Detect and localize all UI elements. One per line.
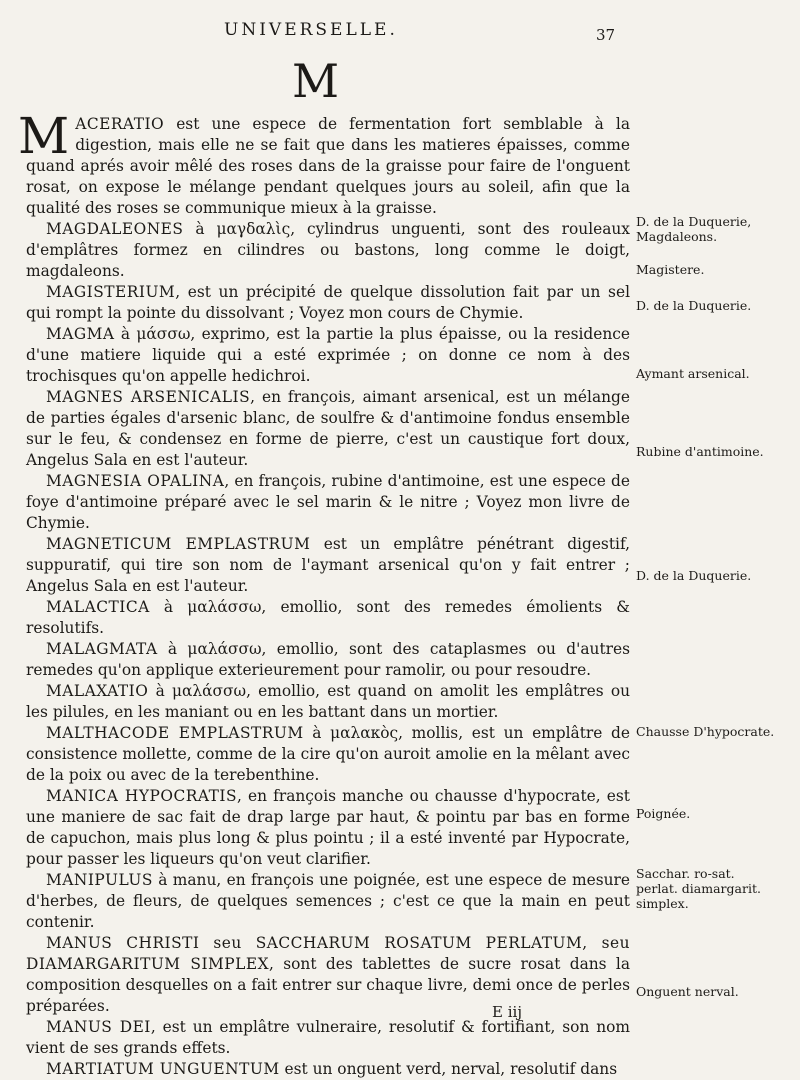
margin-note: Aymant arsenical. [636,366,750,381]
definition: à μαγδαλὶς, cylindrus unguenti, sont des rouleaux d'emplâtres formez en cilindres ou bastons, long comme le doigt, magdaleons. [26,220,630,280]
margin-note: D. de la Duquerie. [636,298,752,313]
entry-manus-christi [26,933,630,1017]
text-column [18,107,631,1080]
margin-note: Onguent nerval. [636,984,739,999]
definition: à μαλάσσω, emollio, est quand on amolit les emplâtres ou les pilules, en les maniant ou en les battant dans un mortier. [26,682,630,721]
definition: à μάσσω, exprimo, est la partie la plus épaisse, ou la residence d'une matiere liquide qui a esté exprimée ; on donne ce nom à des trochisques qu'on appelle hedichroi. [26,325,630,385]
margin-note: Rubine d'antimoine. [636,444,764,459]
margin-note: D. de la Duquerie, Magdaleons. [636,214,752,244]
entry-manus-dei [26,1017,630,1059]
entry-magneticum-emplastrum [26,534,630,597]
headword: MALACTICA [46,598,150,616]
drop-cap: M [18,107,70,165]
headword: MANICA HYPOCRATIS [46,787,238,805]
headword: MAGNETICUM EMPLASTRUM [46,535,311,553]
definition: à manu, en françois une poignée, est une espece de mesure d'herbes, de fleurs, de quelques semences ; c'est ce que la main en peut contenir. [26,871,630,931]
headword: MAGNESIA OPALINA [46,472,225,490]
definition: est un emplâtre pénétrant digestif, suppuratif, qui tire son nom de l'aymant arsenical qu'on y fait entrer ; Angelus Sala en est l'auteur. [26,535,630,595]
margin-note: Poignée. [636,806,691,821]
headword: MANUS CHRISTI seu SACCHARUM ROSATUM PERLATUM, seu DIAMARGARITUM SIMPLEX [26,934,630,973]
entry-manipulus [26,870,630,933]
definition: à μαλάσσω, emollio, sont des remedes émolients & resolutifs. [26,598,630,637]
headword: MALAXATIO [46,682,149,700]
definition: à μαλακὸς, mollis, est un emplâtre de consistence mollette, comme de la cire qu'on auroit amolie en la mêlant avec de la poix ou avec de la terebenthine. [26,724,630,784]
headword: MALTHACODE EMPLASTRUM [46,724,304,742]
margin-note: D. de la Duquerie. [636,568,752,583]
definition: à μαλάσσω, emollio, sont des cataplasmes ou d'autres remedes qu'on applique exterieurement pour ramolir, ou pour resoudre. [26,640,630,679]
headword: ACERATIO [75,115,165,133]
entry-magisterium [26,282,630,324]
page-number: 37 [596,26,616,44]
definition: est un onguent verd, nerval, resolutif dans [279,1060,618,1078]
definition: , en françois, rubine d'antimoine, est une espece de foye d'antimoine préparé avec le sel marin & le nitre ; Voyez mon livre de Chymie. [26,472,631,532]
definition: , en françois, aimant arsenical, est un mélange de parties égales d'arsenic blanc, de soulfre & d'antimoine fondus ensemble sur le feu, & condensez en forme de pierre, c'est un caustique fort doux, Angelus Sala en est l'auteur. [26,388,630,469]
definition: , en françois manche ou chausse d'hypocrate, est une maniere de sac fait de drap large par haut, & pointu par bas en forme de capuchon, mais plus long & plus pointu ; il a esté inventé par Hypocrate, pour passer les liqueurs qu'on veut clarifier. [26,787,630,868]
headword: MAGDALEONES [46,220,184,238]
definition: , est un emplâtre vulneraire, resolutif & fortifiant, son nom vient de ses grands effets. [26,1018,630,1057]
headword: MANIPULUS [46,871,153,889]
definition: est une espece de fermentation fort semblable à la digestion, mais elle ne se fait que dans les matieres épaisses, comme quand aprés avoir mêlé des roses dans de la graisse pour faire de l'onguent rosat, on expose le mélange pendant quelques jours au soleil, afin que la qualité des roses se communique mieux à la graisse. [26,115,630,217]
margin-note: Chausse D'hypocrate. [636,724,775,739]
headword: MAGMA [46,325,115,343]
definition: , sont des tablettes de sucre rosat dans la composition desquelles on a fait entrer sur chaque livre, demi once de perles préparées. [26,955,630,1015]
running-header: UNIVERSELLE. [224,20,398,40]
headword: MANUS DEI [46,1018,151,1036]
signature-mark: E iij [492,1003,522,1021]
entry-malthacode-emplastrum [26,723,630,786]
entry-maceratio [18,107,630,219]
definition: , est un précipité de quelque dissolution fait par un sel qui rompt la pointe du dissolvant ; Voyez mon cours de Chymie. [26,283,630,322]
headword: MALAGMATA [46,640,158,658]
margin-note: Magistere. [636,262,705,277]
entry-malaxatio [26,681,630,723]
margin-note: Sacchar. ro-sat. perlat. diamargarit. simplex. [636,866,761,911]
headword: MARTIATUM UNGUENTUM [46,1060,280,1078]
entry-magnes-arsenicalis [26,387,630,471]
entry-malagmata [26,639,630,681]
headword: MAGISTERIUM [46,283,176,301]
entry-martiatum-unguentum [26,1059,630,1080]
entry-magma [26,324,630,387]
section-letter: M [292,54,340,108]
entry-magnesia-opalina [26,471,630,534]
entry-magdaleones [26,219,630,282]
entry-manica-hypocratis [26,786,630,870]
headword: MAGNES ARSENICALIS [46,388,251,406]
entry-malactica [26,597,630,639]
